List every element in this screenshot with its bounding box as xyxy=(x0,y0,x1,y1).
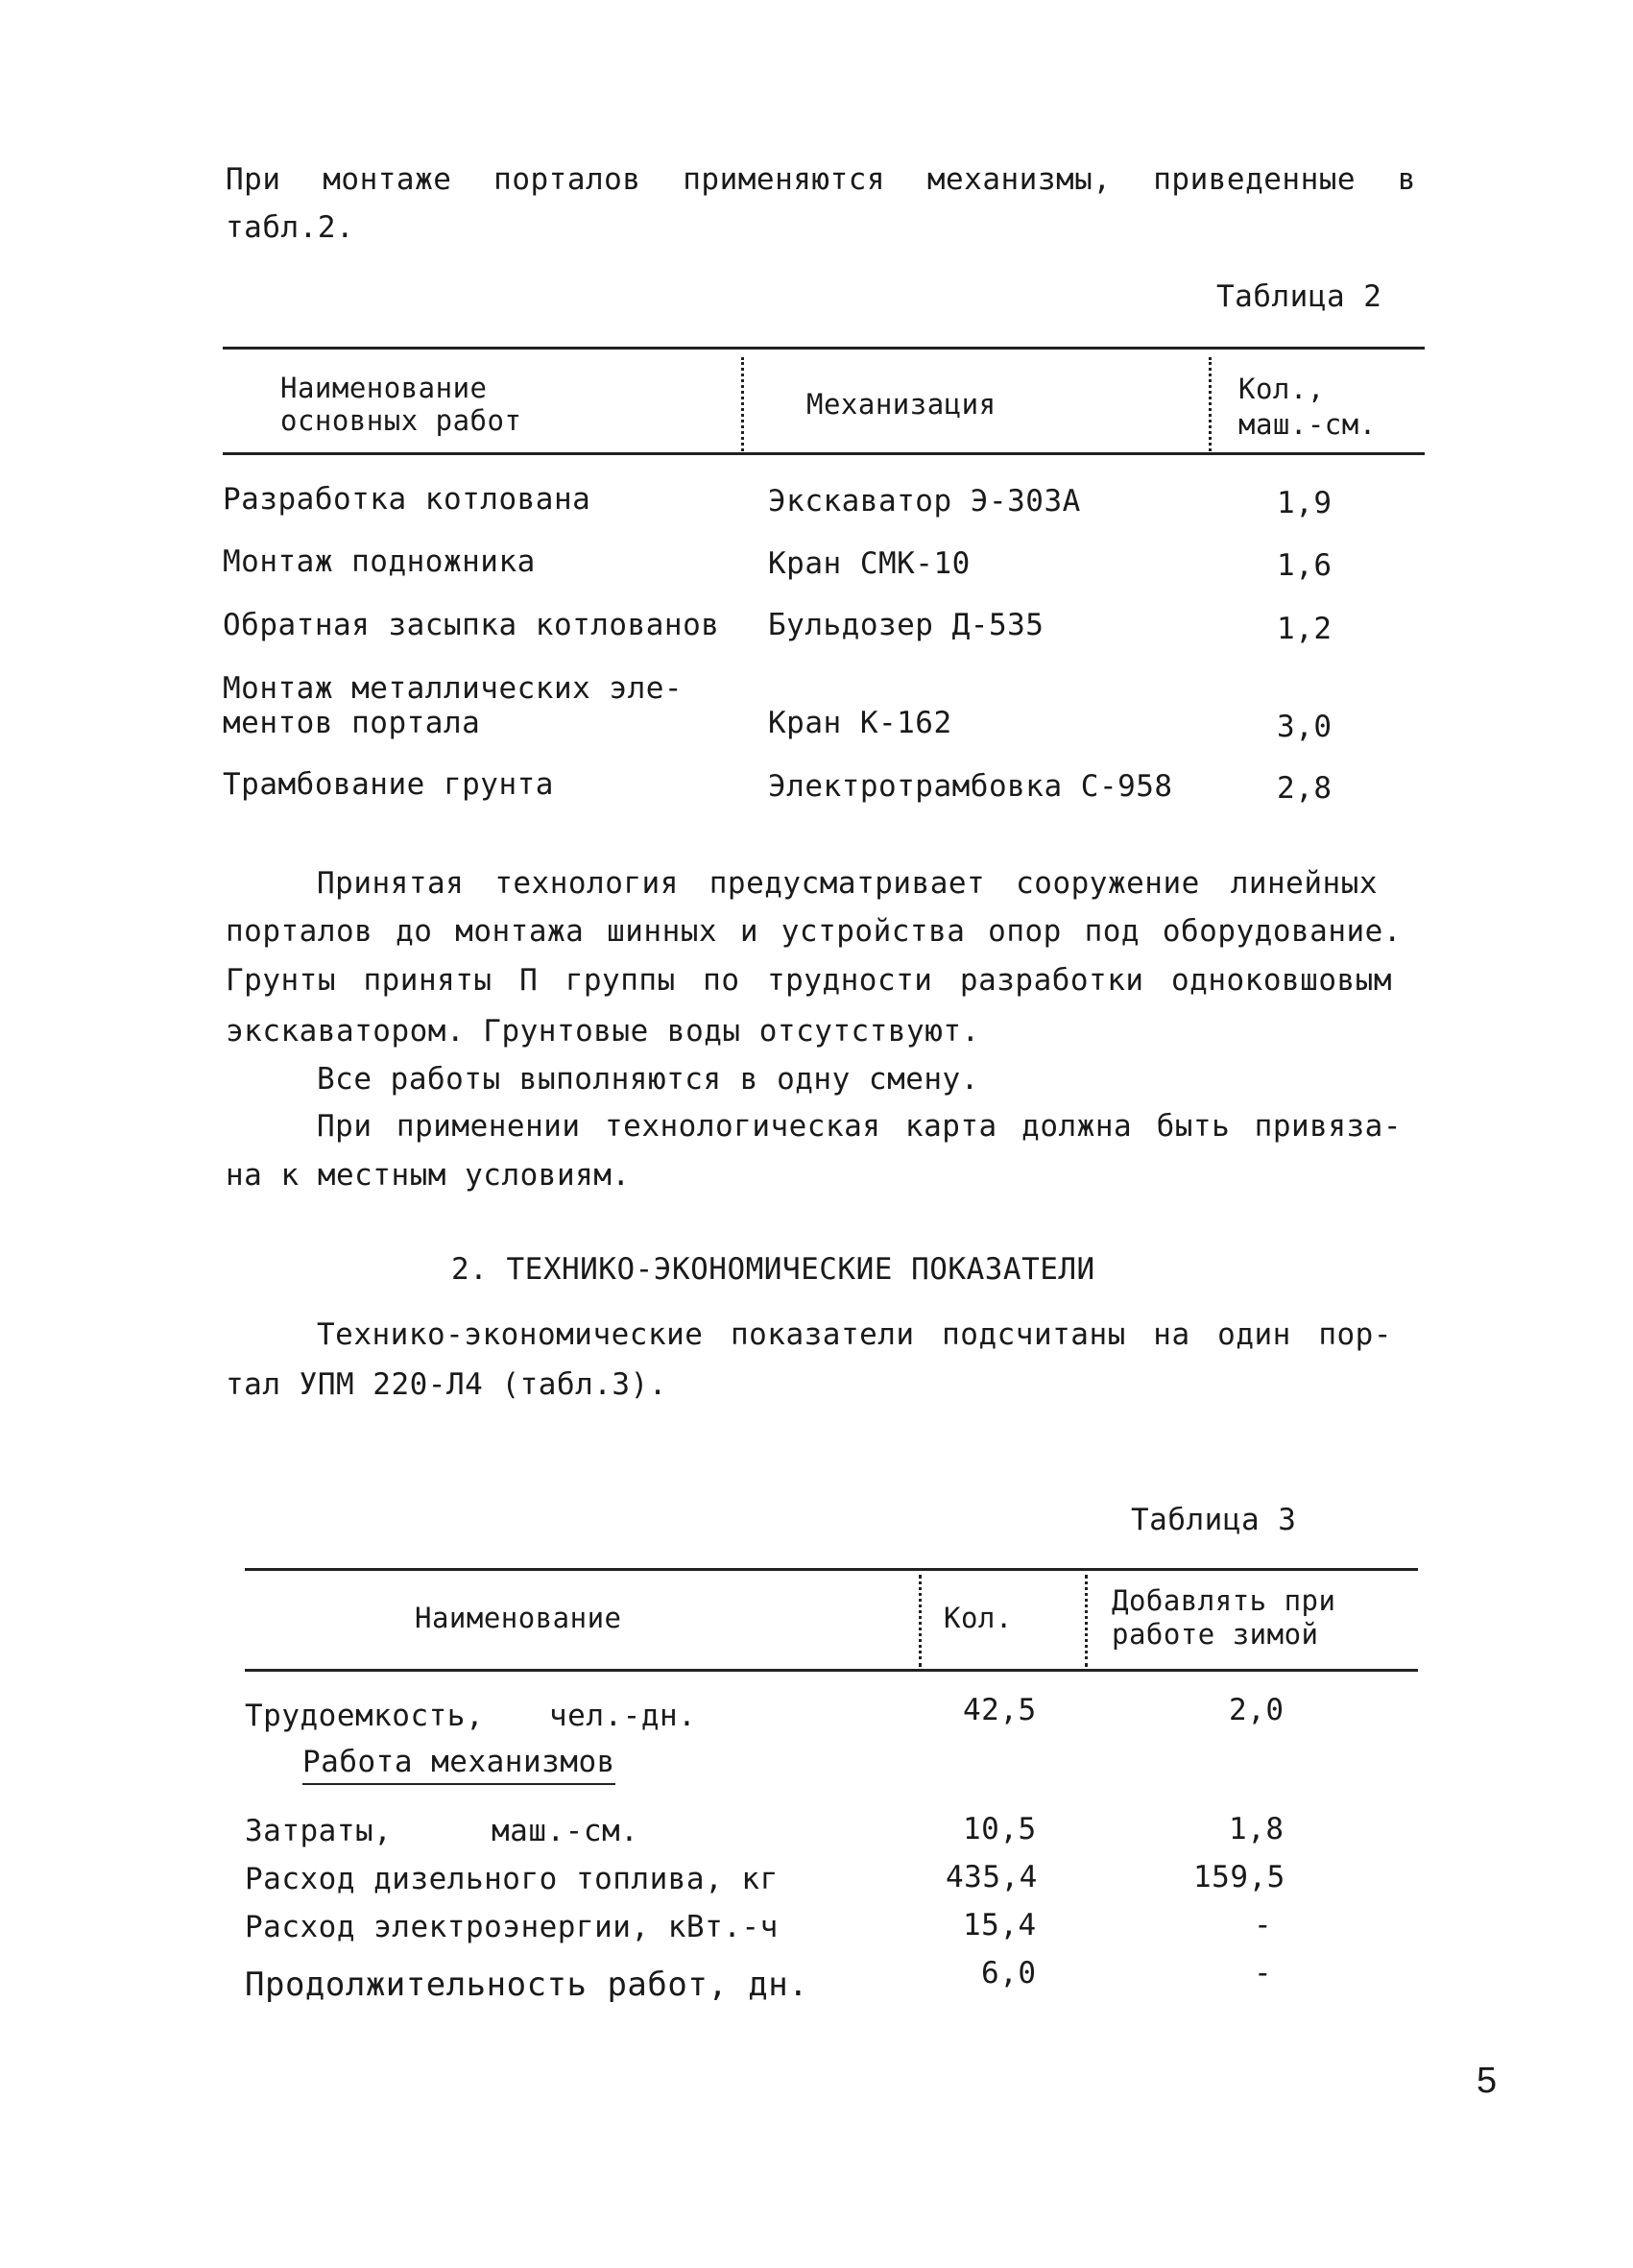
table2-row-qty: 2,8 xyxy=(1277,771,1333,806)
table3-row-name: Расход дизельного топлива, кг xyxy=(245,1862,779,1896)
table3-row-winter: - xyxy=(1254,1908,1273,1942)
para1-line-1: Принятая технология предусматривает сооружение линейных xyxy=(317,866,1378,901)
section2-line-1: Технико-экономические показатели подсчитаны на один пор- xyxy=(317,1317,1392,1352)
table2-row-work: Разработка котлована xyxy=(223,482,591,517)
table2-row-mech: Экскаватор Э-303А xyxy=(768,484,1081,519)
table2-row-mech: Бульдозер Д-535 xyxy=(768,608,1045,642)
table2-header-mech: Механизация xyxy=(806,388,997,421)
table2-row-qty: 3,0 xyxy=(1277,710,1333,744)
table3-row-name: Затраты, xyxy=(245,1814,393,1848)
table3-row-unit: чел.-дн. xyxy=(549,1699,697,1733)
table3-row-qty: 6,0 xyxy=(981,1956,1037,1991)
para3-line-2: на к местным условиям. xyxy=(226,1158,631,1193)
table3-row-qty: 10,5 xyxy=(963,1812,1037,1846)
table2-row-work: Трамбование грунта xyxy=(223,767,554,802)
table3-row-qty: 15,4 xyxy=(963,1908,1037,1942)
table3-row-winter: 159,5 xyxy=(1193,1860,1285,1894)
table2-row-mech: Электротрамбовка С-958 xyxy=(768,769,1173,804)
table3-row-qty: 42,5 xyxy=(963,1693,1037,1727)
table3-row-unit: маш.-см. xyxy=(492,1814,639,1848)
table2-header-qty-2: маш.-см. xyxy=(1238,408,1377,441)
table3-row-winter: 2,0 xyxy=(1229,1693,1285,1727)
para1-line-3: Грунты приняты П группы по трудности разработки одноковшовым xyxy=(226,963,1392,998)
table3-row-name: Продолжительность работ, дн. xyxy=(245,1966,809,2004)
table2-row-mech: Кран СМК-10 xyxy=(768,546,971,581)
section2-heading: 2. ТЕХНИКО-ЭКОНОМИЧЕСКИЕ ПОКАЗАТЕЛИ xyxy=(451,1252,1095,1287)
table3-col-divider-1 xyxy=(919,1575,922,1667)
table2-caption: Таблица 2 xyxy=(1216,279,1382,314)
table2-col-divider-1 xyxy=(741,357,744,451)
table2-top-rule xyxy=(223,347,1425,350)
table3-header-qty: Кол. xyxy=(944,1602,1013,1634)
table2-row-work: Монтаж подножника xyxy=(223,544,536,579)
table3-top-rule xyxy=(245,1568,1418,1571)
table2-header-work-2: основных работ xyxy=(280,404,522,437)
para1-line-4: экскаватором. Грунтовые воды отсутствуют. xyxy=(226,1014,980,1049)
table3-header-winter-2: работе зимой xyxy=(1112,1618,1319,1651)
table3-header-name: Наименование xyxy=(415,1602,622,1634)
table3-row-name: Расход электроэнергии, кВт.-ч xyxy=(245,1910,779,1944)
intro-line-1: При монтаже порталов применяются механизмы, приведенные в xyxy=(226,162,1416,197)
para2-line: Все работы выполняются в одну смену. xyxy=(317,1062,979,1097)
table2-header-rule xyxy=(223,452,1425,455)
table3-subheading: Работа механизмов xyxy=(302,1748,615,1785)
table2-row-mech: Кран К-162 xyxy=(768,706,952,740)
table2-row-qty: 1,6 xyxy=(1277,548,1333,583)
intro-line-2: табл.2. xyxy=(226,210,355,245)
table2-row-work-line-2: ментов портала xyxy=(223,706,481,740)
table2-header-qty-1: Кол., xyxy=(1238,373,1325,405)
table2-row-work-line-1: Монтаж металлических эле- xyxy=(223,671,684,706)
table3-row-qty: 435,4 xyxy=(946,1860,1038,1894)
table3-header-rule xyxy=(245,1669,1418,1672)
table2-row-work: Обратная засыпка котлованов xyxy=(223,608,720,642)
para3-line-1: При применении технологическая карта должна быть привяза- xyxy=(317,1109,1402,1144)
table3-caption: Таблица 3 xyxy=(1131,1503,1297,1537)
section2-line-2: тал УПМ 220-Л4 (табл.3). xyxy=(226,1367,667,1402)
para1-line-2: порталов до монтажа шинных и устройства опор под оборудование. xyxy=(226,914,1402,949)
table3-row-winter: - xyxy=(1254,1956,1273,1991)
table2-row-qty: 1,9 xyxy=(1277,486,1333,520)
table2-col-divider-2 xyxy=(1209,357,1212,451)
table3-row-name: Трудоемкость, xyxy=(245,1699,485,1733)
page-number: 5 xyxy=(1477,2061,1498,2101)
table2-header-work-1: Наименование xyxy=(280,372,488,404)
table3-col-divider-2 xyxy=(1085,1575,1088,1667)
table2-row-qty: 1,2 xyxy=(1277,612,1333,646)
table3-row-winter: 1,8 xyxy=(1229,1812,1285,1846)
table3-header-winter-1: Добавлять при xyxy=(1112,1584,1336,1617)
